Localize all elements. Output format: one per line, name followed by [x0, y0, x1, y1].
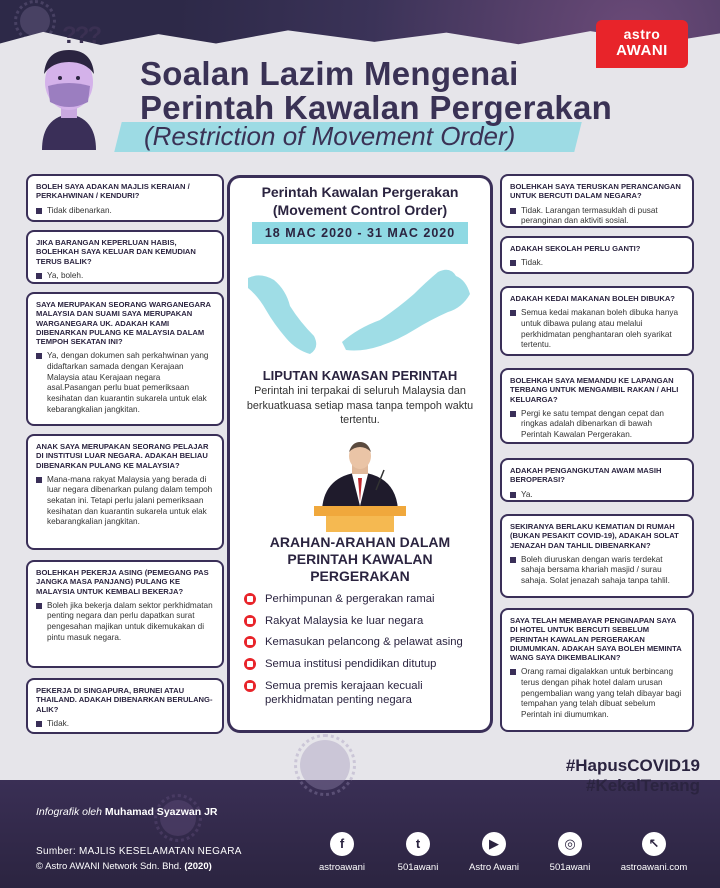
question-marks: ??? [62, 22, 100, 49]
social-label: astroawani.com [620, 862, 688, 873]
faq-answer: Ya, boleh. [47, 270, 84, 280]
copyright-text [36, 861, 212, 872]
faq-answer: Semua kedai makanan boleh dibuka hanya untuk dibawa pulang atau melalui perkhidmatan penghantaran oleh syarikat tertentu. [521, 308, 679, 350]
faq-card [502, 238, 692, 272]
infographic-credit [36, 806, 218, 818]
mco-title-english: (Movement Control Order) [272, 202, 448, 218]
bullet-square-icon [36, 208, 42, 214]
faq-card [28, 562, 222, 666]
arahan-item-text: Semua premis kerajaan kecuali perkhidmatan penting negara [265, 679, 423, 707]
arahan-item-text: Kemasukan pelancong & pelawat asing [265, 636, 463, 649]
arahan-item-text: Semua institusi pendidikan ditutup [265, 658, 437, 671]
arahan-item [244, 679, 484, 708]
bullet-square-icon [36, 477, 42, 483]
faq-answer: Tidak. [521, 258, 543, 268]
astro-awani-logo [596, 20, 688, 68]
social-website[interactable] [614, 832, 694, 873]
credit-name: Muhamad Syazwan JR [104, 806, 218, 818]
faq-answer: Boleh jika bekerja dalam sektor perkhidmatan penting negara dan perlu dapatkan surat pengesahan majikan untuk dikemukakan di pintu masuk negara. [47, 600, 213, 642]
bullet-square-icon [36, 273, 42, 279]
bullet-square-icon [36, 721, 42, 727]
faq-card [502, 610, 692, 730]
bullet-square-icon [510, 557, 516, 563]
faq-card [502, 370, 692, 442]
bullet-square-icon [36, 603, 42, 609]
faq-question: PEKERJA DI SINGAPURA, BRUNEI ATAU THAILAND. ADAKAH DIBENARKAN BERULANG-ALIK? [36, 686, 213, 714]
logo-line1: astro [623, 26, 661, 42]
prohibited-icon [244, 658, 256, 670]
credit-prefix: Infografik oleh [36, 806, 102, 818]
bullet-square-icon [510, 669, 516, 675]
faq-question: SEKIRANYA BERLAKU KEMATIAN DI RUMAH (BUKAN PESAKIT COVID-19), ADAKAH SOLAT JENAZAH DAN TAHLIL DIBENARKAN? [510, 522, 679, 550]
faq-question: BOLEHKAH SAYA MEMANDU KE LAPANGAN TERBANG UNTUK MENGAMBIL RAKAN / AHLI KELUARGA? [510, 376, 679, 404]
copyright-prefix: © Astro AWANI Network Sdn. Bhd. [36, 861, 182, 872]
faq-answer: Boleh diuruskan dengan waris terdekat sahaja bersama khariah masjid / surau sahaja. Solat jenazah sahaja tanpa tahlil. [521, 554, 670, 586]
faq-card [28, 176, 222, 220]
bullet-square-icon [510, 492, 516, 498]
facebook-icon: f [330, 832, 354, 856]
page-title-line1: Soalan Lazim Mengenai [140, 55, 519, 92]
faq-card [502, 516, 692, 596]
faq-answer: Ya, dengan dokumen sah perkahwinan yang didaftarkan samada dengan Kerajaan Malaysia atau Kerajaan negara asal.Pasangan perlu buat pemeriksaan kesihatan dan kuarantin sukarela untuk elak kebarangkalian jangkitan. [47, 351, 209, 414]
faq-card [502, 460, 692, 500]
page-subtitle: (Restriction of Movement Order) [144, 121, 516, 151]
faq-question: BOLEHKAH SAYA TERUSKAN PERANCANGAN UNTUK BERCUTI DALAM NEGARA? [510, 182, 681, 201]
social-instagram[interactable] [530, 832, 610, 873]
faq-question: BOLEHKAH PEKERJA ASING (PEMEGANG PAS JANGKA MASA PANJANG) PULANG KE MALAYSIA UNTUK KEMBALI BEKERJA? [36, 568, 209, 596]
source-text: Sumber: MAJLIS KESELAMATAN NEGARA [36, 846, 242, 857]
arahan-list [244, 592, 484, 715]
hashtag: #HapusCOVID19 [565, 756, 700, 775]
social-twitter[interactable] [378, 832, 458, 873]
arahan-title [230, 534, 490, 584]
bullet-square-icon [510, 411, 516, 417]
prohibited-icon [244, 680, 256, 692]
faq-question: SAYA TELAH MEMBAYAR PENGINAPAN SAYA DI HOTEL UNTUK BERCUTI SEBELUM PERINTAH KAWALAN PERGERAKAN DIUMUMKAN. ADAKAH SAYA BOLEH MEMINTA WANG SAYA DIKEMBALIKAN? [510, 616, 682, 662]
social-facebook[interactable] [302, 832, 382, 873]
faq-question: JIKA BARANGAN KEPERLUAN HABIS, BOLEHKAH SAYA KELUAR DAN KEMUDIAN TERUS BALIK? [36, 238, 196, 266]
center-panel [230, 178, 490, 730]
arahan-title-line1: ARAHAN-ARAHAN DALAM [269, 534, 451, 550]
arahan-item-text: Rakyat Malaysia ke luar negara [265, 614, 424, 627]
bullet-square-icon [36, 353, 42, 359]
arahan-item [244, 657, 484, 672]
prohibited-icon [244, 593, 256, 605]
faq-answer: Orang ramai digalakkan untuk berbincang terus dengan pihak hotel dalam urusan pengembalian wang yang telah dibayar bagi tempahan yang telah dibuat sebelum Perintah ini diumumkan. [521, 667, 682, 719]
arahan-item-text: Perhimpunan & pergerakan ramai [265, 593, 435, 605]
speaker-podium-icon [300, 440, 420, 532]
liputan-description: Perintah ini terpakai di seluruh Malaysia dan berkuatkuasa setiap masa tanpa tempoh waktu tertentu. [246, 385, 474, 427]
twitter-icon: t [406, 832, 430, 856]
arahan-title-line3: PERGERAKAN [310, 567, 410, 584]
social-youtube[interactable] [454, 832, 534, 873]
logo-line2: AWANI [616, 42, 668, 59]
prohibited-icon [244, 615, 256, 627]
faq-question: SAYA MERUPAKAN SEORANG WARGANEGARA MALAYSIA DAN SUAMI SAYA MERUPAKAN WARGANEGARA UK. ADAKAH KAMI DIBENARKAN PULANG KE MALAYSIA DALAM TEMPOH SEKATAN INI? [36, 300, 211, 346]
arahan-item [244, 635, 484, 650]
bullet-square-icon [510, 208, 516, 214]
malaysia-map-icon [230, 250, 490, 370]
faq-answer: Tidak. Larangan termasuklah di pusat peranginan dan aktiviti sosial. [521, 205, 658, 226]
faq-question: ADAKAH KEDAI MAKANAN BOLEH DIBUKA? [510, 294, 675, 303]
mco-date-range: 18 MAC 2020 - 31 MAC 2020 [252, 222, 468, 244]
social-label: 501awani [549, 862, 591, 873]
faq-card [28, 680, 222, 732]
bullet-square-icon [510, 260, 516, 266]
faq-question: ADAKAH SEKOLAH PERLU GANTI? [510, 244, 641, 253]
faq-answer: Tidak. [47, 718, 69, 728]
faq-answer: Tidak dibenarkan. [47, 205, 112, 215]
social-label: 501awani [397, 862, 439, 873]
arahan-title-line2: PERINTAH KAWALAN [287, 550, 433, 567]
faq-card [28, 232, 222, 282]
mco-title: Perintah Kawalan Pergerakan [261, 184, 459, 200]
page-title-line2: Perintah Kawalan Pergerakan [140, 89, 613, 126]
liputan-title: LIPUTAN KAWASAN PERINTAH [262, 368, 458, 383]
arahan-item [244, 614, 484, 629]
faq-answer: Pergi ke satu tempat dengan cepat dan ringkas adalah dibenarkan di bawah Perintah Kawalan Pergerakan. [521, 408, 664, 440]
faq-answer: Mana-mana rakyat Malaysia yang berada di luar negara dibenarkan pulang dalam tempoh sekatan ini. Tetapi perlu jalani pemeriksaan kesihatan dan kuarantin sukarela untuk elak kebarangkalian jangkitan. [47, 474, 213, 527]
faq-question: ANAK SAYA MERUPAKAN SEORANG PELAJAR DI INSTITUSI LUAR NEGARA. ADAKAH BELIAU DIBENARKAN PULANG KE MALAYSIA? [36, 442, 209, 470]
faq-answer: Ya. [521, 489, 533, 499]
arahan-item [244, 592, 484, 607]
faq-question: ADAKAH PENGANGKUTAN AWAM MASIH BEROPERASI? [510, 466, 662, 485]
faq-card [502, 288, 692, 354]
faq-card [502, 176, 692, 226]
copyright-year: (2020) [184, 861, 212, 872]
virus-decoration [300, 740, 350, 790]
instagram-icon: ◎ [558, 832, 582, 856]
faq-card [28, 436, 222, 548]
cursor-icon: ↖ [642, 832, 666, 856]
prohibited-icon [244, 636, 256, 648]
social-label: astroawani [319, 862, 365, 873]
faq-question: BOLEH SAYA ADAKAN MAJLIS KERAIAN / PERKAHWINAN / KENDURI? [36, 182, 190, 201]
social-label: Astro Awani [469, 862, 519, 873]
hashtag: #KekalTenang [585, 776, 700, 795]
faq-card [28, 294, 222, 424]
bullet-square-icon [510, 310, 516, 316]
youtube-icon: ▶ [482, 832, 506, 856]
